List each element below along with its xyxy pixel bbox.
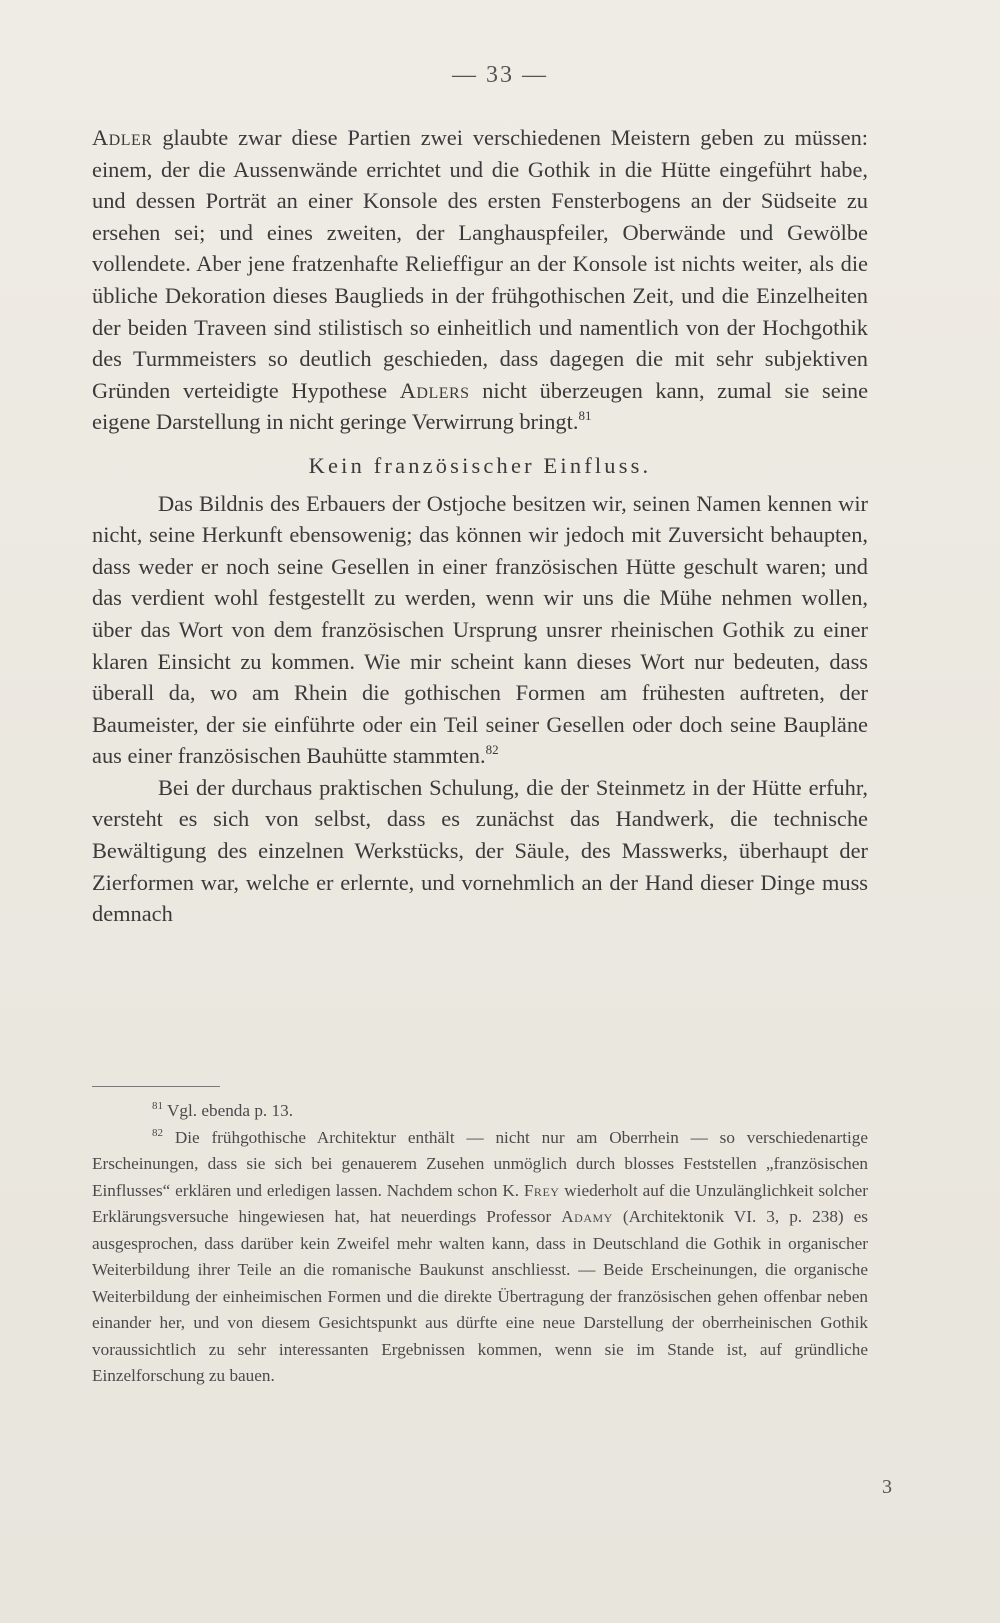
paragraph-3 xyxy=(92,772,868,930)
footnote-ref-81[interactable]: 81 xyxy=(578,408,592,424)
footnote-text: Vgl. ebenda p. 13. xyxy=(163,1101,293,1120)
footnote-text: Die frühgothische Architektur enthält — nicht nur am Oberrhein — so verschiedenartige Erscheinungen, dass sie sich bei genauerem Zusehen unmöglich durch blosses Feststellen „französischen Einflusses“ erklären und erledigen lassen. Nachdem schon K. xyxy=(92,1127,868,1200)
footnote-text: (Architektonik VI. 3, p. 238) es ausgesprochen, dass darüber kein Zweifel mehr walten kann, dass in Deutschland die Gothik in organischer Weiterbildung ihrer Teile an die romanische Baukunst anschliesst. — Beide Erscheinungen, die organische Weiterbildung der einheimischen Formen und die direkte Übertragung der französischen gehen offenbar neben einander her, und von diesem Gesichtspunkt aus dürfte eine neue Darstellung der oberrheinischen Gothik voraussichtlich zu sehr interessanten Ergebnissen kommen, wenn sie im Stande ist, auf gründliche Einzelforschung zu bauen. xyxy=(92,1207,868,1385)
author-name-frey: Frey xyxy=(523,1180,560,1200)
footnote-81 xyxy=(92,1098,868,1125)
paragraph-2-text: Das Bildnis des Erbauers der Ostjoche besitzen wir, seinen Namen kennen wir nicht, seine Herkunft ebensowenig; das können wir jedoch mit Zuversicht behaupten, dass weder er noch seine Gesellen in einer französischen Hütte geschult waren; und das verdient wohl festgestellt zu werden, wenn wir uns die Mühe nehmen wollen, über das Wort von dem französischen Ursprung unsrer rheinischen Gothik zu einer klaren Einsicht zu kommen. Wie mir scheint kann dieses Wort nur bedeuten, dass überall da, wo am Rhein die gothischen Formen am frühesten auftreten, der Baumeister, der sie einführte oder ein Teil seiner Gesellen oder doch seine Baupläne aus einer französischen Bauhütte stammten. xyxy=(92,490,868,769)
author-name-adler: Adler xyxy=(92,125,153,150)
footnote-text: wiederholt auf die Unzulänglichkeit solcher Erklärungsversuche hingewiesen hat, hat neuerdings Professor xyxy=(92,1180,869,1226)
paragraph-1-text-end: nicht überzeugen kann, zumal sie seine eigene Darstellung in nicht geringe Verwirrung bringt. xyxy=(92,377,869,435)
footnotes xyxy=(92,1098,868,1390)
section-heading: Kein französischer Einfluss. xyxy=(308,452,652,478)
signature-mark: 3 xyxy=(882,1476,892,1498)
footnote-divider xyxy=(92,1086,220,1087)
author-name-adamy: Adamy xyxy=(561,1207,613,1226)
paragraph-1-text: glaubte zwar diese Partien zwei verschiedenen Meistern geben zu müssen: einem, der die Aussenwände errichtet und die Gothik in die Hütte eingeführt habe, und dessen Porträt an einer Konsole des ersten Fensterbogens an der Südseite zu ersehen sei; und eines zweiten, der Langhauspfeiler, Oberwände und Gewölbe vollendete. Aber jene fratzenhafte Relieffigur an der Konsole ist nichts weiter, als die übliche Dekoration dieses Bauglieds in der frühgothischen Zeit, und die Einzelheiten der beiden Traveen sind stilistisch so einheitlich und namentlich von der Hochgothik des Turmmeisters so deutlich geschieden, dass dagegen die mit sehr subjektiven Gründen verteidigte Hypothese xyxy=(92,125,868,403)
author-name-adlers: Adlers xyxy=(399,377,470,403)
footnote-number: 81 xyxy=(152,1100,163,1112)
footnote-number: 82 xyxy=(152,1126,163,1139)
main-text xyxy=(92,122,868,930)
footnote-ref-82[interactable]: 82 xyxy=(485,742,499,758)
page-number: — 33 — xyxy=(452,62,548,88)
paragraph-2 xyxy=(92,488,868,772)
paragraph-1 xyxy=(92,122,868,438)
paragraph-3-text: Bei der durchaus praktischen Schulung, die der Steinmetz in der Hütte erfuhr, versteht es sich von selbst, dass es zunächst das Handwerk, die technische Bewältigung des einzelnen Werkstücks, der Säule, des Masswerks, überhaupt der Zierformen war, welche er erlernte, und vornehmlich an der Hand dieser Dinge muss demnach xyxy=(92,774,868,927)
footnote-82 xyxy=(92,1125,868,1390)
